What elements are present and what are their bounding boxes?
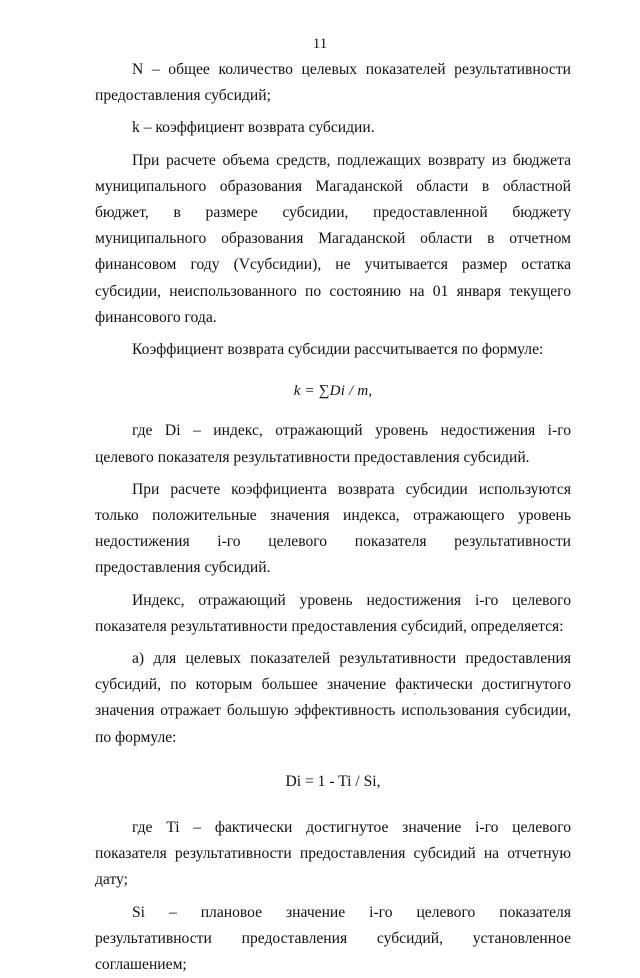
paragraph-k-definition: k – коэффициент возврата субсидии.	[132, 119, 375, 137]
scan-artifact-dot	[414, 693, 416, 695]
formula-k: k = ∑Di / m,	[293, 383, 373, 400]
paragraph-positive-values: При расчете коэффициента возврата субсидии используются только положительные значения индекса, отражающего уровень недостижения i-го целевого показателя результативности предоставления субсидий.	[95, 480, 571, 577]
formula-di: Di = 1 - Ti / Si,	[285, 772, 381, 790]
page-number: 11	[312, 36, 328, 52]
paragraph-index-determined: Индекс, отражающий уровень недостижения i-го целевого показателя результативности предоставления субсидий, определяется:	[95, 591, 571, 635]
paragraph-calculation-note: При расчете объема средств, подлежащих возврату из бюджета муниципального образования Магаданской области в областной бюджет, в размере субсидии, предоставленной бюджету муниципального образования Магаданской области в отчетном финансовом году (Vсубсидии), не учитывается размер остатка субсидии, неиспользованного по состоянию на 01 января текущего финансового года.	[95, 151, 571, 326]
paragraph-case-a: а) для целевых показателей результативности предоставления субсидий, по которым большее значение фактически достигнутого значения отражает большую эффективность использования субсидии, по формуле:	[95, 650, 571, 746]
paragraph-n-definition: N – общее количество целевых показателей результативности предоставления субсидий;	[95, 61, 571, 105]
paragraph-si-definition: Si – плановое значение i-го целевого показателя результативности предоставления субсидий, установленное соглашением;	[95, 903, 571, 974]
document-body	[95, 57, 571, 978]
paragraph-di-definition: где Di – индекс, отражающий уровень недостижения i-го целевого показателя результативности предоставления субсидий.	[95, 422, 571, 466]
paragraph-ti-definition: где Ti – фактически достигнутое значение i-го целевого показателя результативности предоставления субсидий на отчетную дату;	[95, 819, 571, 889]
paragraph-formula-intro: Коэффициент возврата субсидии рассчитывается по формуле:	[132, 341, 544, 359]
